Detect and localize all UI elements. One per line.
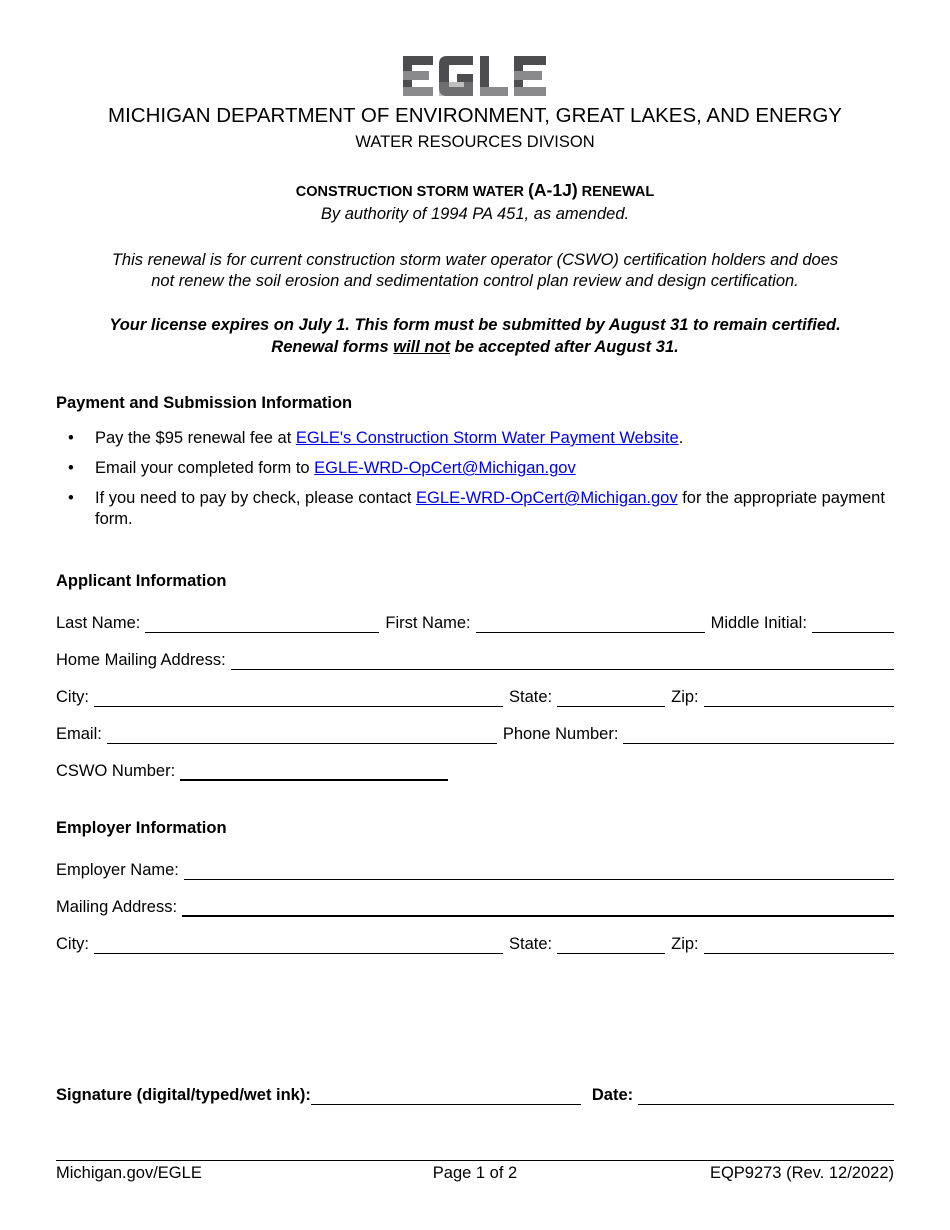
form-title-code: (A-1J): [528, 180, 578, 200]
cswo-row: [56, 759, 448, 781]
middle-initial-label: Middle Initial:: [710, 614, 807, 632]
employer-zip-field[interactable]: [704, 935, 894, 954]
employer-state-label: State:: [509, 935, 553, 953]
intro-text: [0, 250, 950, 292]
form-title-post: RENEWAL: [577, 184, 655, 200]
date-field[interactable]: [638, 1086, 894, 1105]
list-item: • Pay the $95 renewal fee at EGLE's Construction Storm Water Payment Website.: [68, 429, 684, 447]
employer-name-label: Employer Name:: [56, 861, 179, 879]
cswo-field[interactable]: [180, 761, 448, 781]
payment-list: [56, 428, 896, 539]
payment-website-link[interactable]: EGLE's Construction Storm Water Payment Website: [295, 429, 679, 447]
phone-label: Phone Number:: [502, 725, 619, 743]
intro-line-1: This renewal is for current construction storm water operator (CSWO) certification holders and does: [111, 251, 839, 269]
agency-name: MICHIGAN DEPARTMENT OF ENVIRONMENT, GREAT LAKES, AND ENERGY: [108, 104, 842, 127]
signature-field[interactable]: [311, 1086, 581, 1105]
signature-label: Signature (digital/typed/wet ink):: [56, 1086, 311, 1104]
logo-letter-e2: [514, 56, 546, 96]
city-label: City:: [56, 688, 89, 706]
state-label: State:: [509, 688, 553, 706]
intro-line-2: not renew the soil erosion and sedimentation control plan review and design certification.: [151, 272, 799, 290]
logo-letter-l: [480, 56, 508, 96]
employer-address-row: [56, 895, 894, 917]
employer-address-field[interactable]: [182, 897, 894, 917]
employer-heading: Employer Information: [56, 819, 227, 837]
employer-state-field[interactable]: [557, 935, 665, 954]
form-number: EQP9273 (Rev. 12/2022): [709, 1164, 894, 1182]
employer-zip-label: Zip:: [671, 935, 699, 953]
authority-line: By authority of 1994 PA 451, as amended.: [320, 205, 630, 223]
logo-letter-g: [439, 56, 473, 96]
signature-row: [56, 1083, 894, 1105]
employer-name-field[interactable]: [184, 861, 894, 880]
zip-field[interactable]: [704, 688, 894, 707]
first-name-label: First Name:: [385, 614, 471, 632]
page-number: Page 1 of 2: [432, 1164, 518, 1182]
applicant-heading: Applicant Information: [56, 572, 227, 590]
egle-logo: [403, 54, 548, 98]
list-item: • If you need to pay by check, please contact EGLE-WRD-OpCert@Michigan.gov for the appropriate payment form.: [68, 489, 885, 528]
employer-city-field[interactable]: [94, 935, 503, 954]
email-field[interactable]: [107, 725, 497, 744]
warning-line-2: Renewal forms will not be accepted after August 31.: [271, 338, 679, 356]
last-name-label: Last Name:: [56, 614, 141, 632]
footer-website: Michigan.gov/EGLE: [56, 1164, 202, 1182]
bullet-icon: •: [68, 429, 74, 447]
warning-underlined: will not: [393, 338, 451, 356]
division-name: WATER RESOURCES DIVISON: [355, 133, 595, 151]
last-name-field[interactable]: [145, 614, 379, 633]
city-field[interactable]: [94, 688, 503, 707]
cswo-label: CSWO Number:: [56, 762, 176, 780]
middle-initial-field[interactable]: [812, 614, 894, 633]
email-label: Email:: [56, 725, 102, 743]
employer-city-row: [56, 932, 894, 954]
phone-field[interactable]: [623, 725, 894, 744]
email-phone-row: [56, 722, 894, 744]
applicant-city-row: [56, 685, 894, 707]
warning-line-1: Your license expires on July 1. This form must be submitted by August 31 to remain certified.: [109, 316, 841, 334]
footer-divider: [56, 1160, 894, 1161]
list-item: • Email your completed form to EGLE-WRD-OpCert@Michigan.gov: [68, 459, 576, 477]
logo-letter-e1: [403, 56, 433, 96]
home-address-field[interactable]: [231, 651, 894, 670]
first-name-field[interactable]: [476, 614, 705, 633]
date-label: Date:: [591, 1086, 634, 1104]
check-payment-email-link[interactable]: EGLE-WRD-OpCert@Michigan.gov: [416, 489, 678, 507]
employer-address-label: Mailing Address:: [56, 898, 178, 916]
form-title: [0, 180, 950, 201]
submission-email-link[interactable]: EGLE-WRD-OpCert@Michigan.gov: [314, 459, 576, 477]
employer-city-label: City:: [56, 935, 89, 953]
bullet-icon: •: [68, 489, 74, 507]
form-title-pre: CONSTRUCTION STORM WATER: [295, 184, 529, 200]
payment-heading: Payment and Submission Information: [56, 394, 353, 412]
home-address-row: [56, 648, 894, 670]
home-address-label: Home Mailing Address:: [56, 651, 226, 669]
employer-name-row: [56, 858, 894, 880]
zip-label: Zip:: [671, 688, 699, 706]
bullet-icon: •: [68, 459, 74, 477]
state-field[interactable]: [557, 688, 665, 707]
expiration-warning: [0, 314, 950, 358]
name-row: [56, 611, 894, 633]
